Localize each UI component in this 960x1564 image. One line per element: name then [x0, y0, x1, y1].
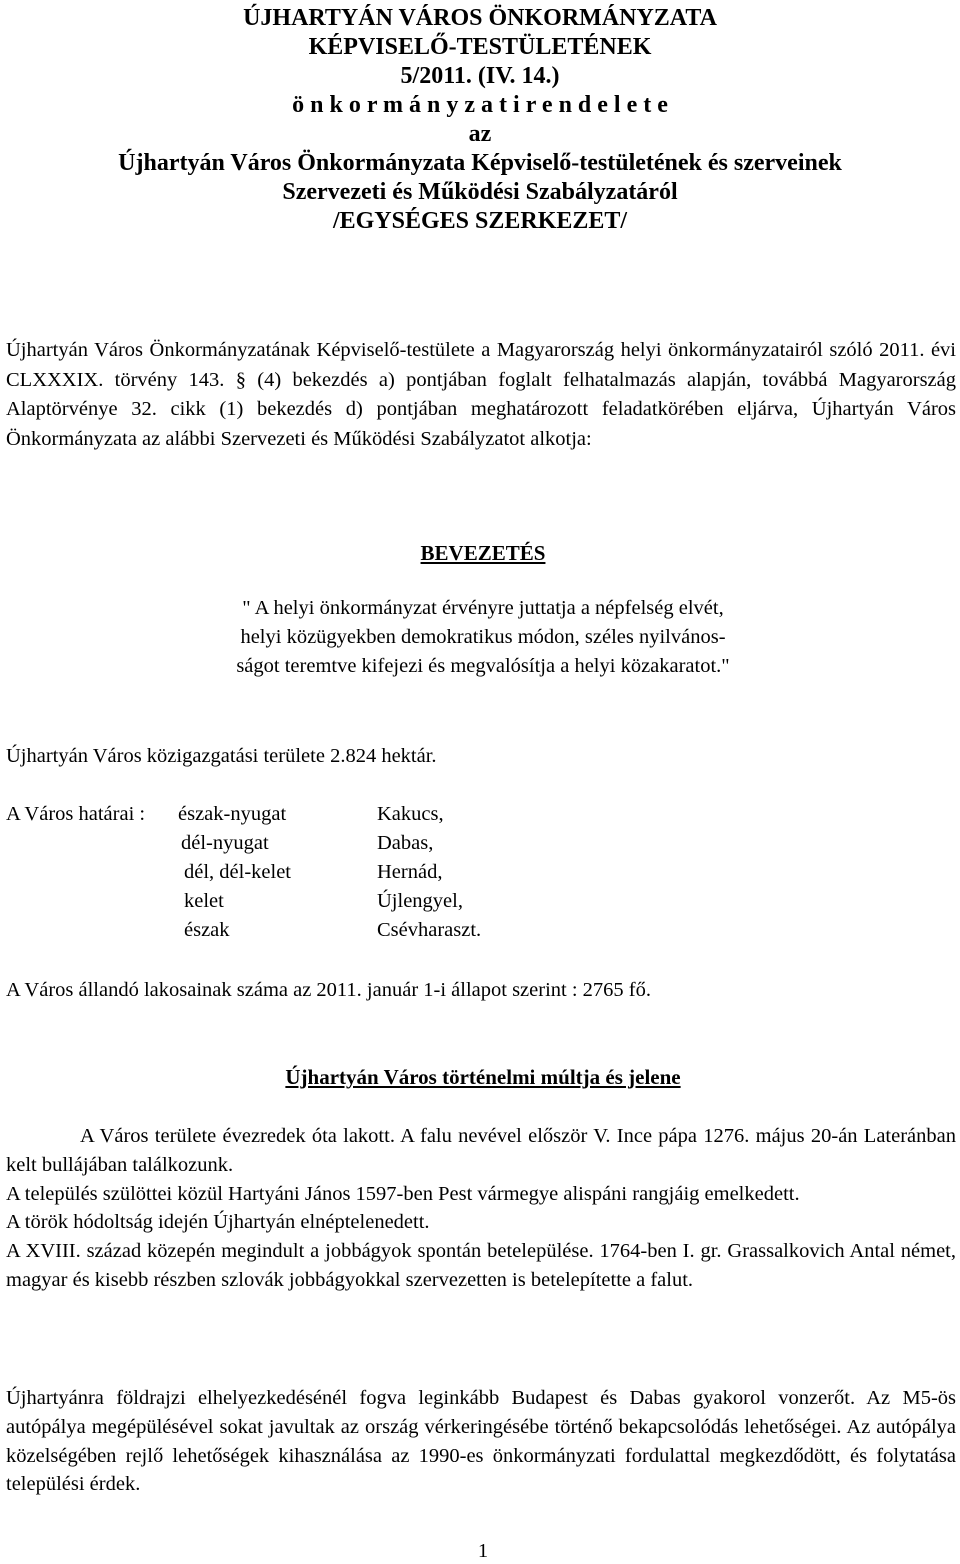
- border-direction: kelet: [184, 890, 224, 912]
- history-section: [6, 1122, 956, 1295]
- introduction-quote: [0, 594, 960, 681]
- history-paragraph: A település szülöttei közül Hartyáni János 1597-ben Pest vármegye alispáni rangjáig emelkedett.: [6, 1182, 800, 1205]
- closing-paragraph: Újhartyánra földrajzi elhelyezkedésénél fogva leginkább Budapest és Dabas gyakorol vonzerőt. Az M5-ös autópálya megépülésével sokat javultak az ország vérkeringésébe történő bekapcsolódás lehetőségei. Az autópálya közelségében rejlő lehetőségek kihasználása az 1990-es önkormányzati fordulattal megkezdődött, és folytatása települési érdek.: [6, 1387, 956, 1496]
- border-place: Dabas,: [377, 832, 434, 854]
- quote-line: " A helyi önkormányzat érvényre juttatja a népfelség elvét,: [242, 597, 724, 619]
- history-heading: Újhartyán Város történelmi múltja és jelene: [285, 1065, 681, 1089]
- history-paragraph: A XVIII. század közepén megindult a jobbágyok spontán betelepülése. 1764-ben I. gr. Grassalkovich Antal német, magyar és kisebb részben szlovák jobbágyokkal szervezetten is betelepítette a falut.: [6, 1240, 956, 1291]
- border-place: Újlengyel,: [377, 890, 463, 912]
- area-statement: Újhartyán Város közigazgatási területe 2.824 hektár.: [6, 745, 437, 767]
- border-place: Kakucs,: [377, 803, 444, 825]
- population-statement: A Város állandó lakosainak száma az 2011. január 1-i állapot szerint : 2765 fő.: [6, 979, 651, 1001]
- history-paragraph: A török hódoltság idején Újhartyán elnéptelenedett.: [6, 1211, 430, 1234]
- history-paragraph: A Város területe évezredek óta lakott. A falu nevével először V. Ince pápa 1276. május 20-án Lateránban kelt bullájában találkozunk.: [6, 1125, 956, 1176]
- introduction-heading: BEVEZETÉS: [420, 541, 546, 565]
- header-subject-line2: Szervezeti és Működési Szabályzatáról: [282, 179, 678, 205]
- border-place: Hernád,: [377, 861, 443, 883]
- border-place: Csévharaszt.: [377, 919, 482, 941]
- border-direction: észak-nyugat: [178, 803, 287, 825]
- header-consolidated: /EGYSÉGES SZERKEZET/: [332, 208, 628, 234]
- quote-line: ságot teremtve kifejezi és megvalósítja a helyi közakaratot.": [236, 655, 730, 677]
- border-direction: észak: [184, 919, 230, 941]
- border-direction: dél, dél-kelet: [184, 861, 292, 883]
- border-direction: dél-nyugat: [181, 832, 269, 854]
- header-decree-number: 5/2011. (IV. 14.): [400, 63, 560, 89]
- intro-paragraph: Újhartyán Város Önkormányzatának Képviselő-testülete a Magyarország helyi önkormányzatairól szóló 2011. évi CLXXXIX. törvény 143. § (4) bekezdés a) pontjában foglalt felhatalmazás alapján, továbbá Magyarország Alaptörvénye 32. cikk (1) bekezdés d) pontjában meghatározott feladatkörében eljárva, Újhartyán Város Önkormányzata az alábbi Szervezeti és Működési Szabályzatot alkotja:: [6, 339, 956, 450]
- header-subject-line1: Újhartyán Város Önkormányzata Képviselő-testületének és szerveinek: [118, 150, 842, 176]
- page-number: 1: [477, 1540, 489, 1562]
- header-municipality: ÚJHARTYÁN VÁROS ÖNKORMÁNYZATA: [243, 5, 717, 31]
- header-decree-type: ö n k o r m á n y z a t i r e n d e l e t e: [292, 92, 668, 118]
- quote-line: helyi közügyekben demokratikus módon, széles nyilvános-: [240, 626, 726, 648]
- header-body: KÉPVISELŐ-TESTÜLETÉNEK: [308, 34, 652, 60]
- borders-label: A Város határai :: [6, 803, 146, 825]
- document-header: [0, 4, 960, 236]
- header-article: az: [468, 121, 492, 147]
